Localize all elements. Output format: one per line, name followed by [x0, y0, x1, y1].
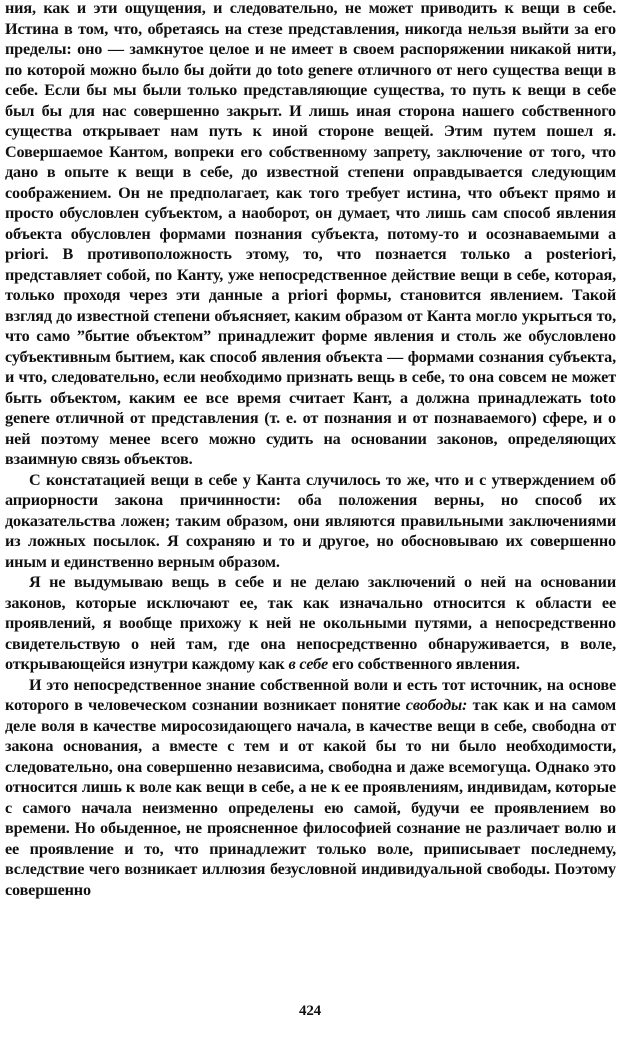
text-run: его собственного явления. [328, 655, 520, 673]
italic-phrase: в себе [288, 655, 329, 673]
body-text [5, 0, 616, 900]
page-number: 424 [298, 1003, 322, 1019]
paragraph [5, 470, 616, 573]
italic-phrase: свободы: [405, 696, 468, 714]
paragraph [5, 572, 616, 675]
paragraph [5, 675, 616, 901]
text-run: С констатацией вещи в себе у Канта случилось то же, что и с утверждением об априорности закона причинности: оба положения верны, но способ их доказательства ложен; таким образом, они являются правильными заключениями из ложных посылок. Я сохраняю и то и другое, но обосновываю их совершенно иным и единственно верным образом. [5, 470, 616, 571]
text-run: так как и на самом деле воля в качестве миросозидающего начала, в качестве вещи в себе, свободна от закона основания, а вместе с тем и от какой бы то ни было необходимости, следовательно, она совершенно независима, свободна и даже всемогуща. Однако это относится лишь к воле как вещи в себе, а не к ее проявлениям, индивидам, которые с самого начала неизменно определены ею самой, будучи ее проявлением во времени. Но обыденное, не проясненное философией сознание не различает волю и ее проявление и то, что принадлежит только воле, приписывает последнему, вследствие чего возникает иллюзия безусловной индивидуальной свободы. Поэтому совершенно [5, 696, 616, 899]
text-run: ния, как и эти ощущения, и следовательно, не может приводить к вещи в себе. Истина в том, что, обретаясь на стезе представления, никогда нельзя выйти за его пределы: оно — замкнутое целое и не имеет в своем распоряжении никакой нити, по которой можно было бы дойти до toto genere отличного от него существа вещи в себе. Если бы мы были только представляющие существа, то путь к вещи в себе был бы для нас совершенно закрыт. И лишь иная сторона нашего собственного существа открывает нам путь к иной стороне вещей. Этим путем пошел я. Совершаемое Кантом, вопреки его собственному запрету, заключение от того, что дано в опыте к вещи в себе, до известной степени оправдывается следующим соображением. Он не предполагает, как того требует истина, что объект прямо и просто обусловлен субъектом, а наоборот, он думает, что лишь сам способ явления объекта обусловлен формами познания субъекта, потому-то и осознаваемыми a priori. В противоположность этому, то, что познается только a posteriori, представляет собой, по Канту, уже непосредственное действие вещи в себе, которая, только проходя через эти данные a priori формы, становится явлением. Такой взгляд до известной степени объясняет, каким образом от Канта могло укрыться то, что само ”бытие объектом” принадлежит форме явления и столь же обусловлено субъективным бытием, как способ явления объекта — формами сознания субъекта, и что, следовательно, если необходимо признать вещь в себе, то она совсем не может быть объектом, каким ее все время считает Кант, а должна принадлежать toto genere отличной от представления (т. е. от познания и от познаваемого) сфере, и о ней поэтому менее всего можно судить на основании законов, определяющих взаимную связь объектов. [5, 0, 616, 468]
text-run: И это непосредственное знание собственной воли и есть тот источник, на основе которого в человеческом сознании возникает понятие [5, 675, 616, 714]
text-run: Я не выдумываю вещь в себе и не делаю заключений о ней на основании законов, которые исключают ее, так как изначально относится к области ее проявлений, я вообще прихожу к ней не окольными путями, а непосредственно свидетельствую о ней там, где она непосредственно обнаруживается, в воле, открывающейся изнутри каждому как [5, 573, 616, 673]
paragraph [5, 0, 616, 470]
